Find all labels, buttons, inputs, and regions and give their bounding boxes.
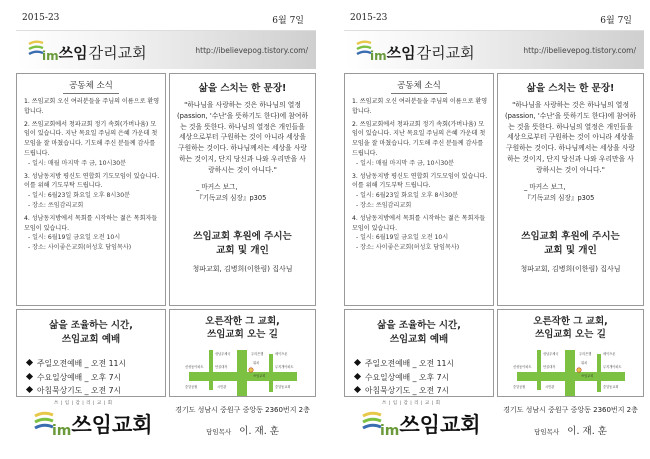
service-time: 주일오전예배 _ 오전 11시 bbox=[365, 359, 455, 368]
news-item-text: 4. 성남동지방에서 목회를 시작하는 젊은 목회자들 모임이 있습니다. bbox=[24, 214, 158, 232]
map-label: 성남우체국 bbox=[214, 352, 230, 356]
services-list bbox=[27, 357, 165, 398]
date-text: 6월 7일 bbox=[272, 16, 304, 26]
news-item bbox=[352, 120, 488, 169]
supporters-names: 청파교회, 김병희(이한림) 집사님 bbox=[192, 264, 293, 273]
footer-logo bbox=[22, 398, 162, 446]
map-label: 신성동아파트 bbox=[512, 365, 531, 369]
directions-title: 오른작한 그 교회, 쓰임교회 오는 길 bbox=[533, 316, 608, 340]
services-list bbox=[355, 357, 493, 398]
directions-box bbox=[169, 309, 316, 397]
news-item-detail: - 장소: 사이좋은교회(허성호 담임목사) bbox=[28, 244, 132, 252]
map-label: 세이프존 bbox=[274, 352, 287, 356]
church-location-marker-icon bbox=[248, 368, 252, 372]
quote-cite bbox=[196, 182, 315, 204]
footer-small-text: 쓰 | 임 | 감 | 리 | 교 | 회 bbox=[382, 401, 441, 406]
news-item bbox=[24, 97, 160, 117]
news-item bbox=[24, 214, 160, 253]
quote-body: "하나님을 사랑하는 것은 하나님의 열정(passion, '수난'을 뜻하기도 한다)에 참여하는 것을 뜻한다. 하나님의 열정은 개인들을 세상으로부터 구원하는 것이 아니라 세상을 구원하는 것이다. 하나님께서는 세상을 사랑하는 것이지, 단지 당신과 나와 우리만을 사랑하시는 것이 아니다." bbox=[176, 101, 309, 174]
footer-im: im bbox=[380, 423, 400, 439]
map-road-side bbox=[537, 350, 541, 390]
header-banner bbox=[16, 30, 316, 69]
date-text: 6월 7일 bbox=[600, 16, 632, 26]
map-label: 시민관 bbox=[216, 385, 226, 389]
map-road-side bbox=[597, 354, 601, 392]
service-item bbox=[355, 357, 493, 371]
footer-church-name: 쓰임교회 bbox=[71, 413, 153, 437]
map-road-cross bbox=[189, 372, 297, 381]
quote-box bbox=[497, 73, 644, 306]
church-location-marker-icon bbox=[576, 368, 580, 372]
church-logo bbox=[356, 37, 475, 63]
news-item-text: 4. 성남동지방에서 목회를 시작하는 젊은 목회자들 모임이 있습니다. bbox=[352, 214, 486, 232]
service-time: 주일오전예배 _ 오전 11시 bbox=[37, 359, 127, 368]
news-item-detail: - 일시: 6월23일 화요일 오후 8시30분 bbox=[28, 192, 130, 200]
map-label: 쓰임교회 bbox=[580, 374, 593, 378]
quote-box bbox=[169, 73, 316, 306]
news-item-detail: - 일시: 매월 마지막 주 금, 10시30분 bbox=[28, 159, 127, 167]
news-item-detail: - 일시: 6월23일 화요일 오후 8시30분 bbox=[356, 192, 458, 200]
footer-church-name: 쓰임교회 bbox=[399, 413, 481, 437]
quote-title: 삶을 스치는 한 문장! bbox=[198, 83, 287, 94]
pastor-name: 이. 재. 훈 bbox=[239, 426, 279, 437]
news-list bbox=[17, 97, 165, 253]
map-label: 중앙동교회 bbox=[274, 385, 290, 389]
map-label: 우리은행 bbox=[250, 352, 263, 356]
quote-book: 『기독교의 심장』p305 bbox=[196, 193, 267, 202]
footer-pastor bbox=[169, 419, 316, 438]
footer-logo-text bbox=[34, 409, 153, 439]
news-item bbox=[352, 97, 488, 117]
news-title: 공동체 소식 bbox=[345, 79, 493, 91]
news-item bbox=[352, 214, 488, 253]
service-time: 수요일상예배 _ 오후 7시 bbox=[365, 372, 450, 382]
footer-address: 경기도 성남시 중원구 중앙동 2360번지 2층 bbox=[175, 406, 310, 414]
date-code: 2015-23 bbox=[350, 13, 388, 23]
quote-title: 삶을 스치는 한 문장! bbox=[526, 83, 615, 94]
service-item bbox=[355, 371, 493, 385]
news-item-text: 3. 성남동지방 평신도 연합회 기도모임이 있습니다. 이를 위해 기도부탁 드립니다. bbox=[24, 172, 160, 190]
map-label: 중앙공원 bbox=[512, 385, 525, 389]
service-item bbox=[27, 357, 165, 371]
date-code: 2015-23 bbox=[22, 13, 60, 23]
directions-title: 오른작한 그 교회, 쓰임교회 오는 길 bbox=[205, 316, 280, 340]
logo-ssoim-text: 쓰임 bbox=[58, 44, 88, 62]
service-time: 수요일상예배 _ 오후 7시 bbox=[37, 372, 122, 382]
footer-im: im bbox=[52, 423, 72, 439]
news-item-detail: - 일시: 6월19일 금요일 오전 10시 bbox=[356, 234, 449, 242]
services-title: 삶을 조율하는 시간, 쓰임교회 예배 bbox=[377, 320, 461, 345]
services-box bbox=[344, 309, 494, 397]
news-item-text: 1. 쓰임교회 오신 여러분들을 주님의 이름으로 환영합니다. bbox=[24, 98, 160, 115]
logo-im-text: im bbox=[42, 49, 59, 63]
footer-logo-text bbox=[362, 409, 481, 439]
map-label: 안골대자 bbox=[214, 365, 227, 369]
services-title: 삶을 조율하는 시간, 쓰임교회 예배 bbox=[49, 320, 133, 345]
quote-author: _ 마커스 보그, bbox=[524, 182, 566, 191]
news-item bbox=[24, 120, 160, 169]
map-label: 안골대자 bbox=[542, 365, 555, 369]
news-box bbox=[344, 73, 494, 306]
service-item bbox=[355, 384, 493, 398]
diamond-bullet-icon bbox=[354, 386, 361, 393]
map-label: 무지개아파트 bbox=[602, 365, 621, 369]
logo-ssoim-text: 쓰임 bbox=[386, 44, 416, 62]
service-time: 아침묵상기도 _ 오전 7시 bbox=[365, 386, 450, 396]
news-item bbox=[24, 172, 160, 211]
quote-book: 『기독교의 심장』p305 bbox=[524, 193, 595, 202]
blog-url[interactable]: http://ibelievepog.tistory.com/ bbox=[195, 46, 308, 55]
news-item-text: 3. 성남동지방 평신도 연합회 기도모임이 있습니다. 이를 위해 기도부탁 드립니다. bbox=[352, 172, 488, 190]
map-label: 성남우체국 bbox=[542, 352, 558, 356]
news-item-detail: - 장소: 쓰임감리교회 bbox=[356, 201, 412, 209]
logo-church-text: 감리교회 bbox=[416, 44, 475, 62]
map-label: 쓰임교회 bbox=[252, 374, 265, 378]
map-road-side bbox=[269, 354, 273, 392]
supporters-names: 청파교회, 김병희(이한림) 집사님 bbox=[520, 264, 621, 273]
diamond-bullet-icon bbox=[26, 386, 33, 393]
news-item bbox=[352, 172, 488, 211]
news-list bbox=[345, 97, 493, 253]
service-item bbox=[27, 371, 165, 385]
news-item-detail: - 일시: 매월 마지막 주 금, 10시30분 bbox=[356, 159, 455, 167]
logo-swoosh-icon bbox=[28, 39, 44, 57]
news-item-detail: - 장소: 쓰임감리교회 bbox=[28, 201, 84, 209]
news-box bbox=[16, 73, 166, 306]
diamond-bullet-icon bbox=[354, 359, 361, 366]
supporters-title: 쓰임교회 후원에 주시는 교회 및 개인 bbox=[521, 230, 620, 256]
logo-swoosh-icon bbox=[356, 39, 372, 57]
quote-body: "하나님을 사랑하는 것은 하나님의 열정(passion, '수난'을 뜻하기도 한다)에 참여하는 것을 뜻한다. 하나님의 열정은 개인들을 세상으로부터 구원하는 것이 아니라 세상을 구원하는 것이다. 하나님께서는 세상을 사랑하는 것이지, 단지 당신과 나와 우리만을 사랑하시는 것이 아니다." bbox=[504, 101, 637, 174]
diamond-bullet-icon bbox=[354, 373, 361, 380]
map-label: 위치 bbox=[580, 361, 587, 365]
pastor-name: 이. 재. 훈 bbox=[567, 426, 607, 437]
directions-map bbox=[511, 344, 631, 396]
quote-author: _ 마커스 보그, bbox=[196, 182, 238, 191]
map-label: 무지개아파트 bbox=[274, 365, 293, 369]
news-item-text: 2. 쓰임교회에서 청파교회 정기 속회(가버나움) 모임이 있습니다. 지난 목요일 주님의 은혜 가운데 첫 모임을 잘 마쳤습니다. 기도해 주신 분들께 감사를 드립니다. bbox=[24, 120, 158, 157]
pastor-label: 담임목사 bbox=[534, 428, 560, 436]
services-box bbox=[16, 309, 166, 397]
bulletin-page-left bbox=[6, 0, 322, 459]
map-label: 시민관 bbox=[544, 385, 554, 389]
bulletin-page-right bbox=[334, 0, 650, 459]
news-item-detail: - 일시: 6월19일 금요일 오전 10시 bbox=[28, 234, 121, 242]
service-item bbox=[27, 384, 165, 398]
blog-url[interactable]: http://ibelievepog.tistory.com/ bbox=[523, 46, 636, 55]
map-road-cross bbox=[517, 372, 625, 381]
diamond-bullet-icon bbox=[26, 359, 33, 366]
map-label: 중앙공원 bbox=[184, 385, 197, 389]
map-road-side bbox=[209, 350, 213, 390]
pastor-label: 담임목사 bbox=[206, 428, 232, 436]
news-item-detail: - 장소: 사이좋은교회(허성호 담임목사) bbox=[356, 244, 460, 252]
news-item-text: 1. 쓰임교회 오신 여러분들을 주님의 이름으로 환영합니다. bbox=[352, 98, 488, 115]
footer-pastor bbox=[497, 419, 644, 438]
map-label: 신성동아파트 bbox=[184, 365, 203, 369]
footer-address: 경기도 성남시 중원구 중앙동 2360번지 2층 bbox=[503, 406, 638, 414]
directions-box bbox=[497, 309, 644, 397]
footer-small-text: 쓰 | 임 | 감 | 리 | 교 | 회 bbox=[54, 401, 113, 406]
map-label: 위치 bbox=[252, 361, 259, 365]
supporters-title: 쓰임교회 후원에 주시는 교회 및 개인 bbox=[193, 230, 292, 256]
directions-map bbox=[183, 344, 303, 396]
map-label: 우리은행 bbox=[578, 352, 591, 356]
news-item-text: 2. 쓰임교회에서 청파교회 정기 속회(가버나움) 모임이 있습니다. 지난 목요일 주님의 은혜 가운데 첫 모임을 잘 마쳤습니다. 기도해 주신 분들께 감사를 드립니다. bbox=[352, 120, 486, 157]
logo-church-text: 감리교회 bbox=[88, 44, 147, 62]
diamond-bullet-icon bbox=[26, 373, 33, 380]
quote-cite bbox=[524, 182, 643, 204]
service-time: 아침묵상기도 _ 오전 7시 bbox=[37, 386, 122, 396]
logo-im-text: im bbox=[370, 49, 387, 63]
footer-logo bbox=[350, 398, 490, 446]
header-banner bbox=[344, 30, 644, 69]
map-label: 세이프존 bbox=[602, 352, 615, 356]
church-logo bbox=[28, 37, 147, 63]
news-title: 공동체 소식 bbox=[17, 79, 165, 91]
map-label: 중앙동교회 bbox=[602, 385, 618, 389]
